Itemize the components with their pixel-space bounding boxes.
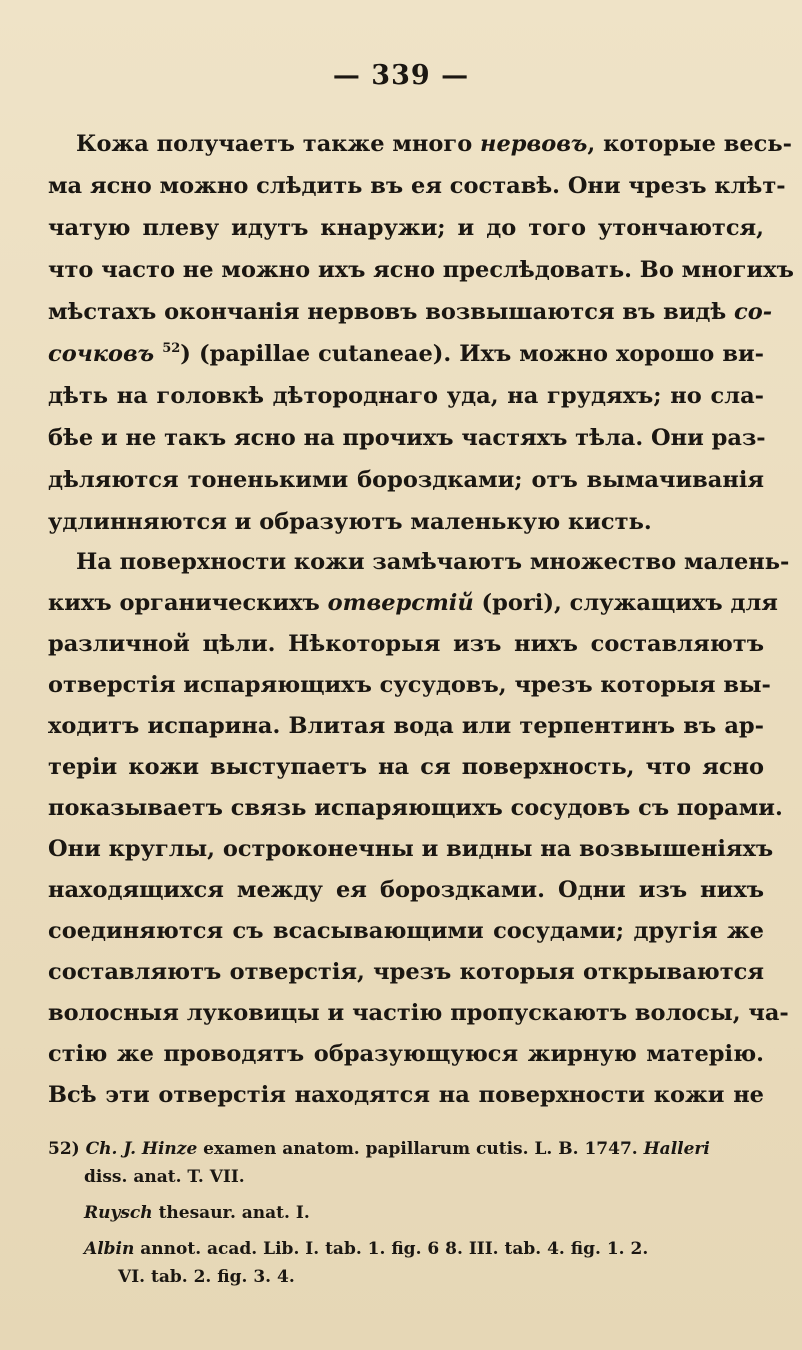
text-line: ма ясно можно слѣдить въ ея составѣ. Они чрезъ клѣт-: [48, 173, 786, 199]
text-line: сочковъ $^{52}$) (papillae cutaneae). Ихъ можно хорошо ви-: [48, 341, 764, 367]
text-line: мѣстахъ окончанія нервовъ возвышаются въ видѣ со-: [48, 299, 773, 325]
text-line: кихъ органическихъ отверстій (pori), служащихъ для: [48, 590, 778, 616]
text-line: На поверхности кожи замѣчаютъ множество малень-: [76, 549, 790, 575]
footnote-number: 52): [48, 1139, 80, 1159]
italic-term: сочковъ: [48, 341, 155, 367]
italic-term: со-: [734, 299, 773, 325]
text-line: волосныя луковицы и частію пропускаютъ волосы, ча-: [48, 1000, 789, 1026]
text-line: удлинняются и образуютъ маленькую кисть.: [48, 509, 652, 535]
footnote-line: Ruysch thesaur. anat. I.: [84, 1203, 310, 1223]
text-line: различной цѣли. Нѣкоторыя изъ нихъ составляютъ: [48, 631, 764, 657]
text-line: Всѣ эти отверстія находятся на поверхности кожи не: [48, 1082, 764, 1108]
text-line: бѣе и не такъ ясно на прочихъ частяхъ тѣла. Они раз-: [48, 425, 766, 451]
text-line: что часто не можно ихъ ясно преслѣдовать. Во многихъ: [48, 257, 794, 283]
page-number: — 339 —: [332, 60, 470, 91]
text-line: стію же проводятъ образующуюся жирную матерію.: [48, 1041, 764, 1067]
italic-term: отверстій: [327, 590, 474, 616]
text-line: показываетъ связь испаряющихъ сосудовъ съ порами.: [48, 795, 783, 821]
text-line: чатую плеву идутъ кнаружи; и до того утончаются,: [48, 215, 764, 241]
footnote-reference: 52: [162, 341, 181, 356]
footnote-line: diss. anat. T. VII.: [84, 1167, 245, 1187]
text-line: составляютъ отверстія, чрезъ которыя открываются: [48, 959, 764, 985]
footnote-line: Albin annot. acad. Lib. I. tab. 1. fig. 6 8. III. tab. 4. fig. 1. 2.: [84, 1239, 649, 1259]
text-line: Они круглы, остроконечны и видны на возвышеніяхъ: [48, 836, 774, 862]
italic-term: нервовъ: [480, 131, 588, 157]
text-line: соединяются съ всасывающими сосудами; другія же: [48, 918, 764, 944]
text-line: Кожа получаетъ также много нервовъ, которые весь-: [76, 131, 792, 157]
text-line: находящихся между ея бороздками. Одни изъ нихъ: [48, 877, 764, 903]
text-line: дѣть на головкѣ дѣтороднаго уда, на грудяхъ; но сла-: [48, 383, 764, 409]
text-line: отверстія испаряющихъ сусудовъ, чрезъ которыя вы-: [48, 672, 771, 698]
footnote-line: 52) Ch. J. Hinze examen anatom. papillarum cutis. L. B. 1747. Halleri: [48, 1139, 710, 1159]
text-line: теріи кожи выступаетъ на ся поверхность, что ясно: [48, 754, 764, 780]
footnote-line: VI. tab. 2. fig. 3. 4.: [118, 1267, 295, 1287]
text-line: ходитъ испарина. Влитая вода или терпентинъ въ ар-: [48, 713, 764, 739]
text-line: дѣляются тоненькими бороздками; отъ вымачиванія: [48, 467, 764, 493]
